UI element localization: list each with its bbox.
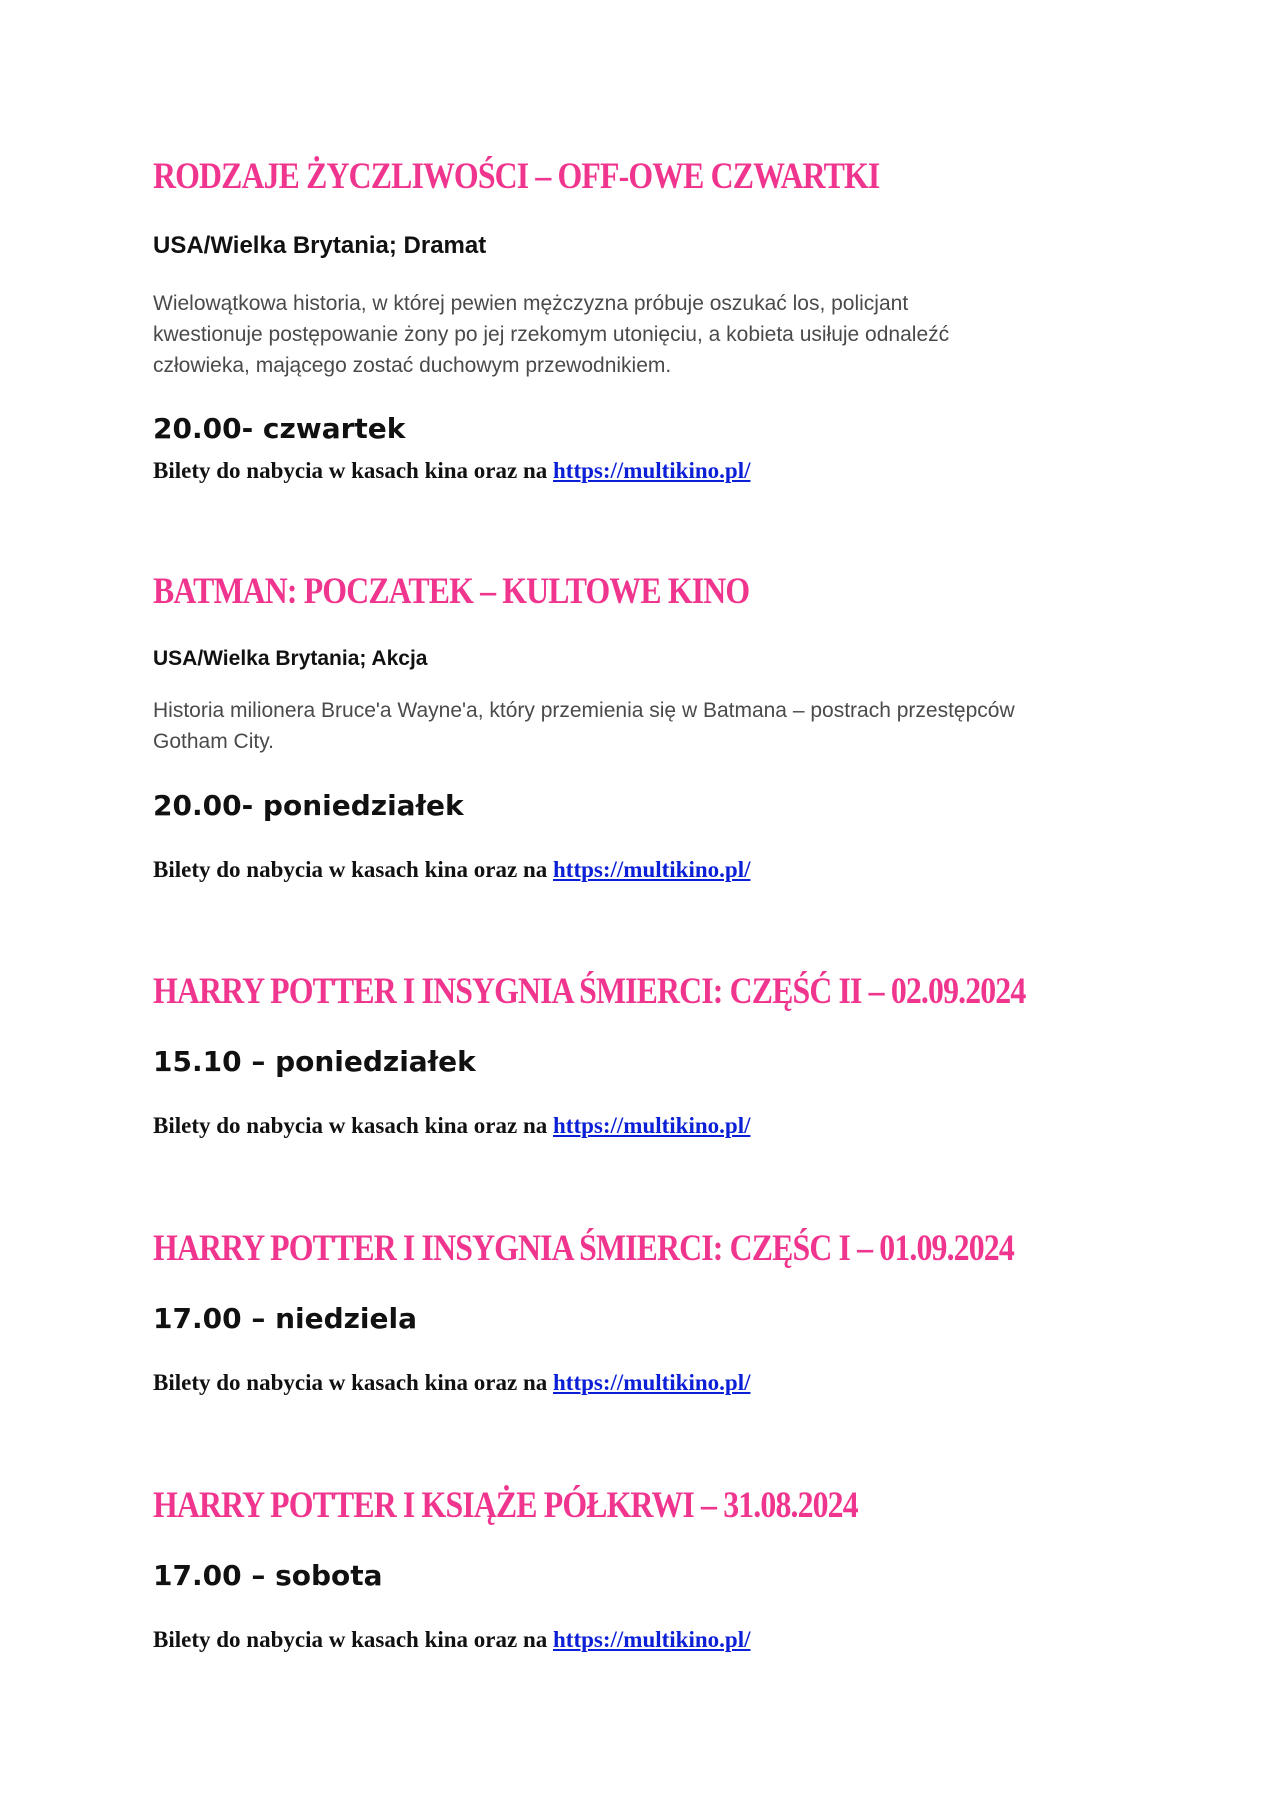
description-line: kwestionuje postępowanie żony po jej rzekomym utonięciu, a kobieta usiłuje odnaleźć <box>153 323 950 346</box>
event-time: 20.00- czwartek <box>153 412 406 445</box>
description-line: Historia milionera Bruce'a Wayne'a, który przemienia się w Batmana – postrach przestępców <box>153 699 1015 722</box>
event-genre: USA/Wielka Brytania; Dramat <box>153 232 487 259</box>
description-line: człowieka, mającego zostać duchowym przewodnikiem. <box>153 354 672 377</box>
multikino-link[interactable]: https://multikino.pl/ <box>553 857 751 882</box>
event-time: 17.00 – niedziela <box>153 1302 418 1335</box>
event-title: BATMAN: POCZATEK – KULTOWE KINO <box>153 571 750 612</box>
event-description <box>153 288 949 381</box>
event-description <box>153 695 1015 757</box>
multikino-link[interactable]: https://multikino.pl/ <box>553 1627 751 1652</box>
description-line: Gotham City. <box>153 730 274 753</box>
tickets-line <box>153 1113 750 1139</box>
tickets-line <box>153 857 750 883</box>
multikino-link[interactable]: https://multikino.pl/ <box>553 1113 751 1138</box>
tickets-line <box>153 458 750 484</box>
event-time: 20.00- poniedziałek <box>153 789 464 822</box>
event-title: HARRY POTTER I INSYGNIA ŚMIERCI: CZĘŚĆ II – 02.09.2024 <box>153 971 1026 1012</box>
event-title: RODZAJE ŻYCZLIWOŚCI – OFF-OWE CZWARTKI <box>153 156 880 197</box>
tickets-text: Bilety do nabycia w kasach kina oraz na <box>153 1113 553 1138</box>
event-title: HARRY POTTER I INSYGNIA ŚMIERCI: CZĘŚC I – 01.09.2024 <box>153 1228 1014 1269</box>
tickets-text: Bilety do nabycia w kasach kina oraz na <box>153 1370 553 1395</box>
event-time: 15.10 – poniedziałek <box>153 1045 476 1078</box>
tickets-text: Bilety do nabycia w kasach kina oraz na <box>153 458 553 483</box>
tickets-line <box>153 1627 750 1653</box>
tickets-text: Bilety do nabycia w kasach kina oraz na <box>153 857 553 882</box>
multikino-link[interactable]: https://multikino.pl/ <box>553 458 751 483</box>
tickets-text: Bilety do nabycia w kasach kina oraz na <box>153 1627 553 1652</box>
multikino-link[interactable]: https://multikino.pl/ <box>553 1370 751 1395</box>
tickets-line <box>153 1370 750 1396</box>
event-title: HARRY POTTER I KSIĄŻE PÓŁKRWI – 31.08.2024 <box>153 1485 858 1526</box>
description-line: Wielowątkowa historia, w której pewien mężczyzna próbuje oszukać los, policjant <box>153 292 909 315</box>
event-time: 17.00 – sobota <box>153 1559 383 1592</box>
event-genre: USA/Wielka Brytania; Akcja <box>153 647 428 670</box>
